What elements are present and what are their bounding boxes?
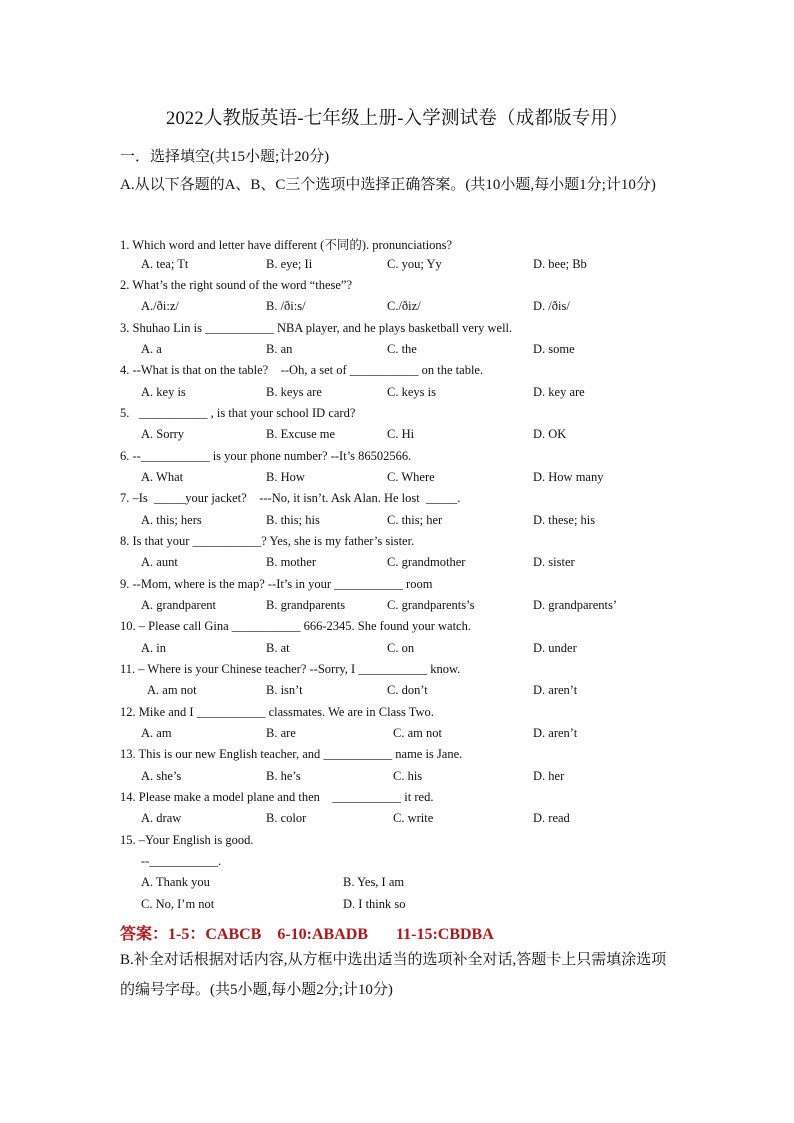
option-c: C. his	[393, 769, 423, 783]
option-a: A. in	[141, 641, 166, 655]
option-d: D. read	[533, 811, 570, 825]
option-a: A. she’s	[141, 769, 182, 783]
option-b: B. an	[266, 342, 293, 356]
question-15: 15. –Your English is good.	[120, 833, 254, 847]
option-c: C. Hi	[387, 427, 415, 441]
section-heading: 一．选择填空(共15小题;计20分)	[120, 149, 330, 165]
option-a: A. a	[141, 342, 162, 356]
option-b: B. How	[266, 470, 305, 484]
option-d: D. some	[533, 342, 575, 356]
option-c: C. on	[387, 641, 415, 655]
question-2: 2. What’s the right sound of the word “these”?	[120, 278, 353, 292]
option-d: D. bee; Bb	[533, 257, 587, 271]
question-7: 7. –Is _____your jacket? ---No, it isn’t. Ask Alan. He lost _____.	[120, 491, 461, 505]
option-c: C. Where	[387, 470, 435, 484]
question-3: 3. Shuhao Lin is ___________ NBA player, and he plays basketball very well.	[120, 321, 513, 335]
option-c: C. don’t	[387, 683, 428, 697]
option-a: A. am not	[147, 683, 197, 697]
option-c: C. am not	[393, 726, 442, 740]
option-d: D. under	[533, 641, 577, 655]
option-d: D. these; his	[533, 513, 596, 527]
question-15-response: --___________.	[141, 854, 222, 868]
option-a: A. What	[141, 470, 184, 484]
option-b: B. mother	[266, 555, 316, 569]
option-a: A. tea; Tt	[141, 257, 189, 271]
option-a: A. key is	[141, 385, 186, 399]
option-c: C. grandparents’s	[387, 598, 475, 612]
option-a: A. this; hers	[141, 513, 202, 527]
option-d: D. /ðis/	[533, 299, 570, 313]
option-b: B. Excuse me	[266, 427, 336, 441]
option-b: B. eye; Ii	[266, 257, 313, 271]
option-c: C. this; her	[387, 513, 443, 527]
option-a: A. aunt	[141, 555, 178, 569]
question-9: 9. --Mom, where is the map? --It’s in your ___________ room	[120, 577, 433, 591]
option-c: C. grandmother	[387, 555, 466, 569]
option-b: B. this; his	[266, 513, 320, 527]
option-c: C. keys is	[387, 385, 436, 399]
option-b: B. color	[266, 811, 307, 825]
option-d: D. aren’t	[533, 683, 578, 697]
option-a: A. Thank you	[141, 875, 210, 889]
option-b: B. keys are	[266, 385, 322, 399]
option-c: C. you; Yy	[387, 257, 442, 271]
question-4: 4. --What is that on the table? --Oh, a set of ___________ on the table.	[120, 363, 484, 377]
option-a: A. am	[141, 726, 172, 740]
page-title: 2022人教版英语-七年级上册-入学测试卷（成都版专用）	[166, 109, 628, 129]
option-a: A. grandparent	[141, 598, 216, 612]
option-c: C. No, I’m not	[141, 897, 215, 911]
answer-key: 答案：1-5：CABCB 6-10:ABADB 11-15:CBDBA	[120, 926, 494, 943]
question-8: 8. Is that your ___________? Yes, she is my father’s sister.	[120, 534, 415, 548]
question-12: 12. Mike and I ___________ classmates. We are in Class Two.	[120, 705, 434, 719]
question-11: 11. – Where is your Chinese teacher? --Sorry, I ___________ know.	[120, 662, 461, 676]
option-b: B. Yes, I am	[343, 875, 405, 889]
option-b: B. isn’t	[266, 683, 303, 697]
option-c: C. write	[393, 811, 434, 825]
option-b: B. are	[266, 726, 296, 740]
option-c: C. the	[387, 342, 417, 356]
part-b-instructions: B.补全对话根据对话内容,从方框中选出适当的选项补全对话,答题卡上只需填涂选项的编号字母。(共5小题,每小题2分;计10分)	[120, 952, 667, 998]
question-14: 14. Please make a model plane and then ___________ it red.	[120, 790, 434, 804]
part-a-instructions: A.从以下各题的A、B、C三个选项中选择正确答案。(共10小题,每小题1分;计10分)	[120, 177, 656, 193]
option-b: B. grandparents	[266, 598, 346, 612]
option-d: D. sister	[533, 555, 575, 569]
question-5: 5. ___________ , is that your school ID card?	[120, 406, 356, 420]
question-1: 1. Which word and letter have different (不同的). pronunciations?	[120, 238, 453, 252]
option-d: D. I think so	[343, 897, 406, 911]
option-b: B. he’s	[266, 769, 301, 783]
option-d: D. How many	[533, 470, 604, 484]
option-b: B. /ði:s/	[266, 299, 306, 313]
option-a: A. draw	[141, 811, 182, 825]
option-d: D. aren’t	[533, 726, 578, 740]
question-10: 10. – Please call Gina ___________ 666-2345. She found your watch.	[120, 619, 471, 633]
option-c: C./ðiz/	[387, 299, 421, 313]
option-a: A./ði:z/	[141, 299, 179, 313]
option-b: B. at	[266, 641, 290, 655]
question-13: 13. This is our new English teacher, and ___________ name is Jane.	[120, 747, 463, 761]
option-d: D. key are	[533, 385, 585, 399]
option-d: D. grandparents’	[533, 598, 617, 612]
question-6: 6. --___________ is your phone number? --It’s 86502566.	[120, 449, 412, 463]
option-a: A. Sorry	[141, 427, 185, 441]
option-d: D. her	[533, 769, 565, 783]
option-d: D. OK	[533, 427, 567, 441]
